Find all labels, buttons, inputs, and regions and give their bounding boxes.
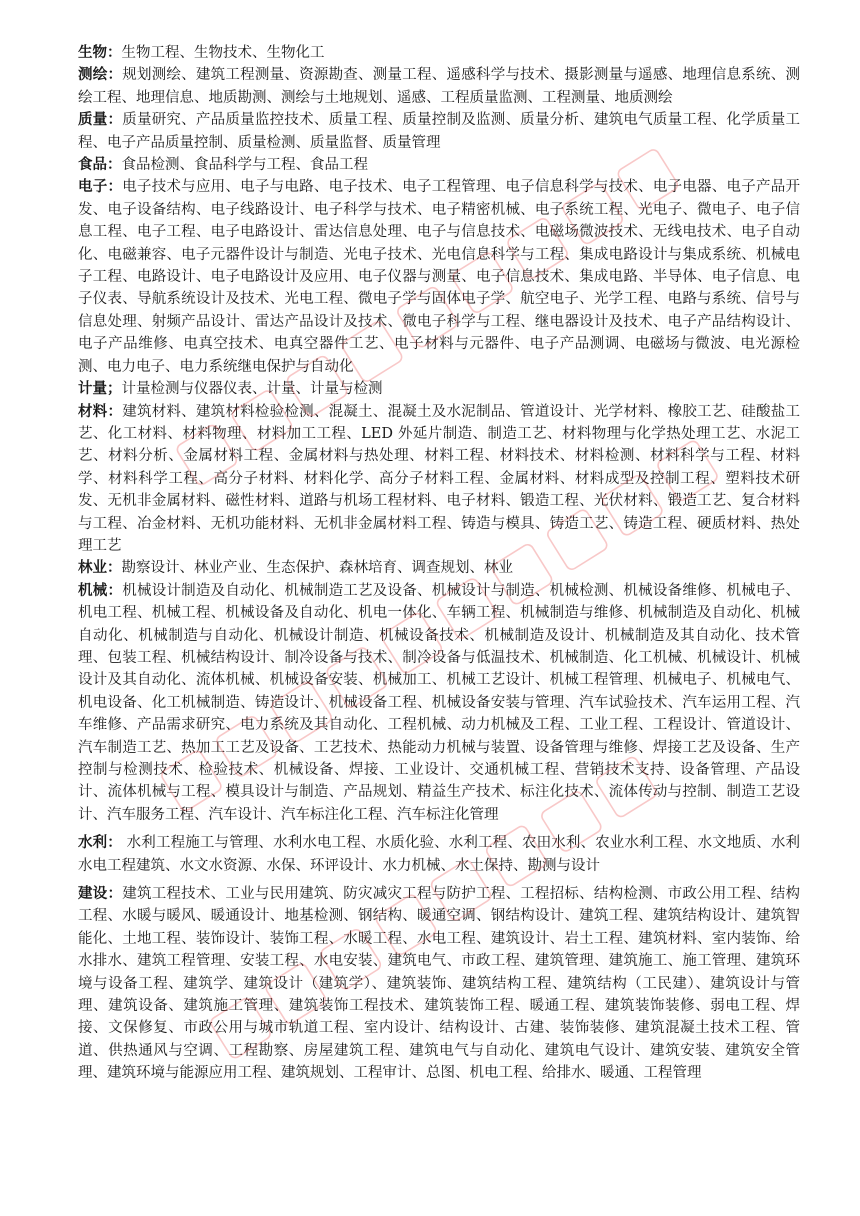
category-items: 食品检测、食品科学与工程、食品工程 [121, 157, 368, 174]
entry-surveying [78, 64, 800, 109]
category-label: 质量： [78, 111, 123, 129]
category-items: 生物工程、生物技术、生物化工 [121, 45, 325, 61]
document-body [78, 42, 800, 1085]
entry-forestry [78, 557, 800, 579]
entry-metrology [78, 378, 800, 400]
category-label: 计量； [78, 380, 122, 398]
category-label: 水利： [78, 834, 122, 852]
category-items: 机械设计制造及自动化、机械制造工艺及设备、机械设计与制造、机械检测、机械设备维修、机械电子、机电工程、机械工程、机械设备及自动化、机电一体化、车辆工程、机械制造与维修、机械制造及自动化、机械自动化、机械制造与自动化、机械设计制造、机械设备技术、机械制造及设计、机械制造及其自动化、技术管理、包装工程、机械结构设计、制冷设备与技术、制冷设备与低温技术、机械制造、化工机械、机械设计、机械设计及其自动化、流体机械、机械设备安装、机械加工、机械工艺设计、机械工程管理、机械电子、机械电气、机电设备、化工机械制造、铸造设计、机械设备工程、机械设备安装与管理、汽车试验技术、汽车运用工程、汽车维修、产品需求研究、电力系统及其自动化、工程机械、动力机械及工程、工业工程、工程设计、管道设计、汽车制造工艺、热加工工艺及设备、工艺技术、热能动力机械与装置、设备管理与维修、焊接工艺及设备、生产控制与检测技术、检验技术、机械设备、焊接、工业设计、交通机械工程、营销技术支持、设备管理、产品设计、流体机械与工程、模具设计与制造、产品规划、精益生产技术、标注化技术、流体传动与控制、制造工艺设计、汽车服务工程、汽车设计、汽车标注化工程、汽车标注化管理 [78, 582, 800, 823]
category-items: 建筑材料、建筑材料检验检测、混凝土、混凝土及水泥制品、管道设计、光学材料、橡胶工艺、硅酸盐工艺、化工材料、材料物理、材料加工工程、LED 外延片制造、制造工艺、材料物理与化学热处理工艺、水泥工艺、材料分析、金属材料工程、金属材料与热处理、材料工程、材料技术、材料检测、材料科学与工程、材料学、材料科学工程、高分子材料、材料化学、高分子材料工程、金属材料、材料成型及控制工程、塑料技术研发、无机非金属材料、磁性材料、道路与机场工程材料、电子材料、锻造工程、光伏材料、锻造工艺、复合材料与工程、冶金材料、无机功能材料、无机非金属材料工程、铸造与模具、铸造工艺、铸造工程、硬质材料、热处理工艺 [78, 403, 800, 554]
entry-water-conservancy [78, 832, 800, 877]
category-label: 材料： [78, 402, 123, 420]
entry-mechanical [78, 580, 800, 826]
category-label: 测绘： [78, 66, 123, 84]
category-items: 规划测绘、建筑工程测量、资源勘查、测量工程、遥感科学与技术、摄影测量与遥感、地理信息系统、测绘工程、地理信息、地质勘测、测绘与土地规划、遥感、工程质量监测、工程测量、地质测绘 [78, 67, 800, 106]
category-items: 质量研究、产品质量监控技术、质量工程、质量控制及监测、质量分析、建筑电气质量工程、化学质量工程、电子产品质量控制、质量检测、质量监督、质量管理 [78, 112, 800, 151]
category-label: 林业： [78, 559, 122, 577]
category-label: 建设： [78, 885, 123, 903]
entry-quality [78, 109, 800, 154]
category-label: 机械： [78, 581, 123, 599]
category-items: 计量检测与仪器仪表、计量、计量与检测 [121, 381, 383, 398]
entry-food [78, 154, 800, 176]
entry-biology [78, 42, 800, 64]
entry-electronics [78, 176, 800, 378]
category-items: 电子技术与应用、电子与电路、电子技术、电子工程管理、电子信息科学与技术、电子电器、电子产品开发、电子设备结构、电子线路设计、电子科学与技术、电子精密机械、电子系统工程、光电子、微电子、电子信息工程、电子工程、电子电路设计、雷达信息处理、电子与信息技术、电磁场微波技术、无线电技术、电子自动化、电磁兼容、电子元器件设计与制造、光电子技术、光电信息科学与工程、集成电路设计与集成系统、机械电子工程、电路设计、电子电路设计及应用、电子仪器与测量、电子信息技术、集成电路、半导体、电子信息、电子仪表、导航系统设计及技术、光电工程、微电子学与固体电子学、航空电子、光学工程、电路与系统、信号与信息处理、射频产品设计、雷达产品设计及技术、微电子科学与工程、继电器设计及技术、电子产品结构设计、电子产品维修、电真空技术、电真空器件工艺、电子材料与元器件、电子产品测调、电磁场与微波、电光源检测、电力电子、电力系统继电保护与自动化 [78, 179, 800, 375]
category-items: 水利工程施工与管理、水利水电工程、水质化验、水利工程、农田水利、农业水利工程、水文地质、水利水电工程建筑、水文水资源、水保、环评设计、水力机械、水土保持、勘测与设计 [78, 835, 800, 874]
category-label: 生物： [78, 44, 122, 61]
category-items: 勘察设计、林业产业、生态保护、森林培育、调查规划、林业 [121, 560, 513, 577]
category-label: 食品： [78, 156, 122, 174]
category-items: 建筑工程技术、工业与民用建筑、防灾减灾工程与防护工程、工程招标、结构检测、市政公用工程、结构工程、水暖与暖风、暖通设计、地基检测、钢结构、暖通空调、钢结构设计、建筑工程、建筑结构设计、建筑智能化、土地工程、装饰设计、装饰工程、水暖工程、水电工程、建筑设计、岩土工程、建筑材料、室内装饰、给水排水、建筑工程管理、安装工程、水电安装、建筑电气、市政工程、建筑管理、建筑施工、施工管理、建筑环境与设备工程、建筑学、建筑设计（建筑学）、建筑装饰、建筑结构工程、建筑结构（工民建）、建筑设计与管理、建筑设备、建筑施工管理、建筑装饰工程技术、建筑装饰工程、暖通工程、建筑装饰装修、弱电工程、焊接、文保修复、市政公用与城市轨道工程、室内设计、结构设计、古建、装饰装修、建筑混凝土技术工程、管道、供热通风与空调、工程勘察、房屋建筑工程、建筑电气与自动化、建筑电气设计、建筑安装、建筑安全管理、建筑环境与能源应用工程、建筑规划、工程审计、总图、机电工程、给排水、暖通、工程管理 [78, 886, 800, 1082]
entry-construction [78, 883, 800, 1085]
category-label: 电子： [78, 178, 123, 196]
entry-materials [78, 401, 800, 558]
